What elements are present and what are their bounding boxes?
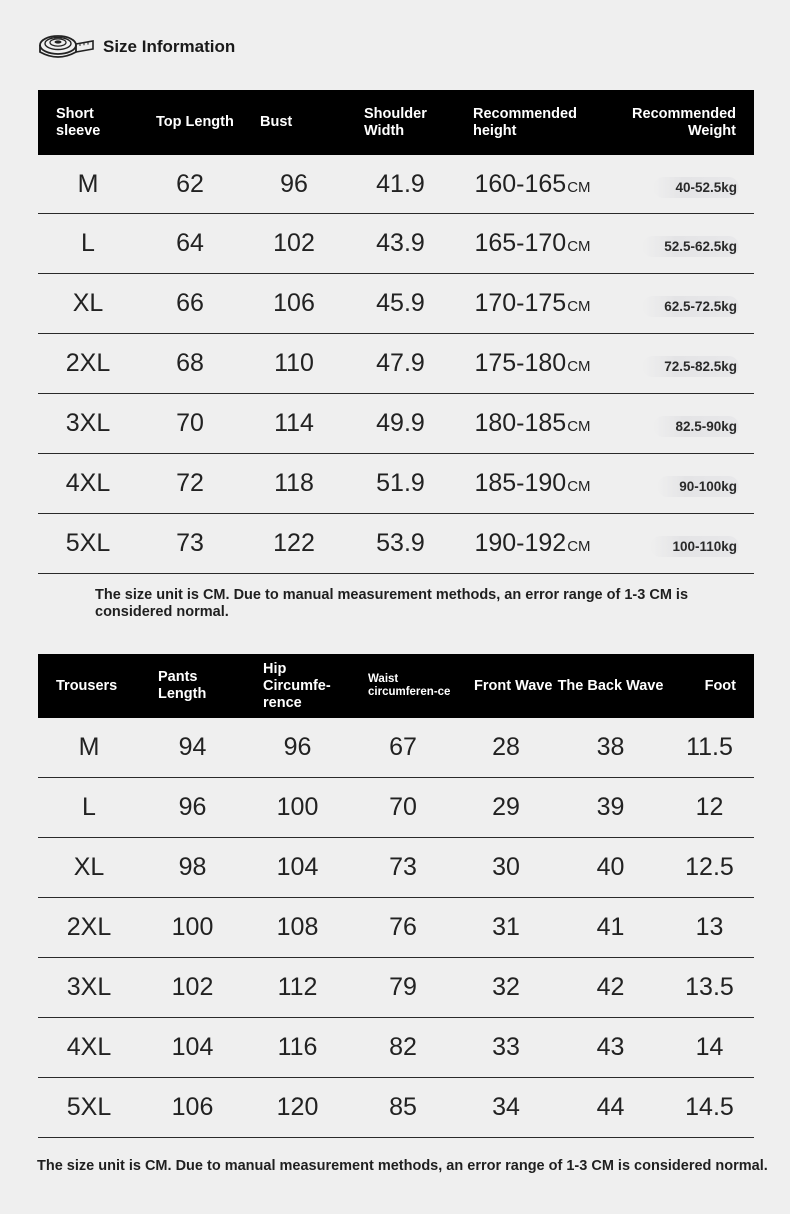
header-top-length: Top Length	[138, 90, 242, 155]
waist-cell: 82	[350, 1018, 456, 1078]
bust-cell: 118	[242, 454, 346, 514]
back-wave-cell: 43	[556, 1018, 665, 1078]
back-wave-cell: 38	[556, 718, 665, 778]
table-row	[38, 1078, 754, 1138]
recommended-height-cell	[455, 334, 610, 394]
height-unit: CM	[567, 358, 591, 375]
header-recommended-height: Recommended height	[455, 90, 610, 155]
top-length-cell: 64	[138, 214, 242, 274]
foot-cell: 12	[665, 778, 754, 838]
recommended-height-cell	[455, 274, 610, 334]
hip-cell: 112	[245, 958, 350, 1018]
height-value: 175-180	[474, 349, 567, 377]
table-row	[38, 778, 754, 838]
foot-cell: 12.5	[665, 838, 754, 898]
size-cell: 4XL	[38, 454, 138, 514]
hip-cell: 100	[245, 778, 350, 838]
top-table-header	[38, 90, 754, 155]
back-wave-cell: 41	[556, 898, 665, 958]
table-row	[38, 898, 754, 958]
waist-cell: 73	[350, 838, 456, 898]
weight-value: 90-100kg	[657, 476, 739, 497]
header-trousers: Trousers	[38, 654, 140, 718]
front-wave-cell: 34	[456, 1078, 556, 1138]
table-row	[38, 334, 754, 394]
front-wave-cell: 29	[456, 778, 556, 838]
pants-length-cell: 94	[140, 718, 245, 778]
table-row	[38, 394, 754, 454]
pants-length-cell: 100	[140, 898, 245, 958]
hip-cell: 104	[245, 838, 350, 898]
top-length-cell: 70	[138, 394, 242, 454]
hip-cell: 116	[245, 1018, 350, 1078]
front-wave-cell: 32	[456, 958, 556, 1018]
height-value: 180-185	[474, 409, 567, 437]
front-wave-cell: 33	[456, 1018, 556, 1078]
table-row	[38, 838, 754, 898]
size-cell: 5XL	[38, 1078, 140, 1138]
height-unit: CM	[567, 178, 591, 196]
height-value: 160-165	[474, 169, 567, 198]
bust-cell: 114	[242, 394, 346, 454]
shoulder-width-cell: 43.9	[346, 214, 455, 274]
shoulder-width-cell: 49.9	[346, 394, 455, 454]
height-unit: CM	[567, 298, 591, 315]
pants-length-cell: 102	[140, 958, 245, 1018]
top-length-cell: 73	[138, 514, 242, 574]
shoulder-width-cell: 41.9	[346, 155, 455, 214]
front-wave-cell: 30	[456, 838, 556, 898]
foot-cell: 13	[665, 898, 754, 958]
bust-cell: 110	[242, 334, 346, 394]
pants-length-cell: 106	[140, 1078, 245, 1138]
size-cell: 2XL	[38, 334, 138, 394]
size-cell: L	[38, 778, 140, 838]
back-wave-cell: 44	[556, 1078, 665, 1138]
bust-cell: 96	[242, 155, 346, 214]
table-row	[38, 958, 754, 1018]
top-table-note: The size unit is CM. Due to manual measurement methods, an error range of 1-3 CM is considered normal.	[95, 587, 689, 620]
back-wave-cell: 42	[556, 958, 665, 1018]
size-cell: XL	[38, 838, 140, 898]
section-title	[38, 30, 235, 64]
hip-cell: 120	[245, 1078, 350, 1138]
recommended-weight-cell	[610, 155, 754, 214]
weight-value: 52.5-62.5kg	[642, 236, 739, 257]
waist-cell: 67	[350, 718, 456, 778]
bust-cell: 106	[242, 274, 346, 334]
recommended-height-cell	[455, 214, 610, 274]
recommended-height-cell	[455, 155, 610, 214]
shoulder-width-cell: 53.9	[346, 514, 455, 574]
height-unit: CM	[567, 418, 591, 435]
pants-length-cell: 104	[140, 1018, 245, 1078]
front-wave-cell: 31	[456, 898, 556, 958]
table-row	[38, 1018, 754, 1078]
recommended-weight-cell	[610, 214, 754, 274]
height-unit: CM	[567, 538, 591, 555]
header-bust: Bust	[242, 90, 346, 155]
table-row	[38, 274, 754, 334]
waist-cell: 76	[350, 898, 456, 958]
shoulder-width-cell: 45.9	[346, 274, 455, 334]
table-row	[38, 155, 754, 214]
top-length-cell: 66	[138, 274, 242, 334]
table-row	[38, 214, 754, 274]
height-value: 170-175	[474, 289, 567, 317]
foot-cell: 11.5	[665, 718, 754, 778]
recommended-weight-cell	[610, 514, 754, 574]
foot-cell: 13.5	[665, 958, 754, 1018]
top-length-cell: 68	[138, 334, 242, 394]
top-size-table	[38, 90, 754, 574]
pants-length-cell: 96	[140, 778, 245, 838]
hip-cell: 96	[245, 718, 350, 778]
foot-cell: 14.5	[665, 1078, 754, 1138]
table-row	[38, 718, 754, 778]
header-foot: Foot	[665, 654, 754, 718]
size-cell: 3XL	[38, 958, 140, 1018]
hip-cell: 108	[245, 898, 350, 958]
shoulder-width-cell: 47.9	[346, 334, 455, 394]
size-cell: M	[38, 718, 140, 778]
shoulder-width-cell: 51.9	[346, 454, 455, 514]
height-unit: CM	[567, 478, 591, 495]
recommended-weight-cell	[610, 334, 754, 394]
weight-value: 100-110kg	[650, 536, 739, 557]
header-short-sleeve: Short sleeve	[38, 90, 138, 155]
header-recommended-weight: Recommended Weight	[610, 90, 754, 155]
size-cell: 4XL	[38, 1018, 140, 1078]
weight-value: 72.5-82.5kg	[642, 356, 739, 377]
size-cell: 5XL	[38, 514, 138, 574]
header-waist-circumference: Waist circumferen-ce	[350, 654, 456, 718]
header-shoulder-width: Shoulder Width	[346, 90, 455, 155]
back-wave-cell: 40	[556, 838, 665, 898]
header-front-wave: Front Wave	[456, 654, 556, 718]
header-pants-length: Pants Length	[140, 654, 245, 718]
weight-value: 62.5-72.5kg	[642, 296, 739, 317]
recommended-weight-cell	[610, 454, 754, 514]
foot-cell: 14	[665, 1018, 754, 1078]
recommended-height-cell	[455, 514, 610, 574]
height-value: 185-190	[474, 469, 567, 497]
recommended-weight-cell	[610, 394, 754, 454]
height-unit: CM	[567, 238, 591, 255]
waist-cell: 70	[350, 778, 456, 838]
top-length-cell: 72	[138, 454, 242, 514]
waist-cell: 85	[350, 1078, 456, 1138]
back-wave-cell: 39	[556, 778, 665, 838]
page-title: Size Information	[103, 37, 236, 56]
size-cell: 2XL	[38, 898, 140, 958]
height-value: 190-192	[474, 529, 567, 557]
height-value: 165-170	[474, 229, 567, 257]
bottom-table-note: The size unit is CM. Due to manual measurement methods, an error range of 1-3 CM is considered normal.	[37, 1158, 768, 1174]
size-cell: L	[38, 214, 138, 274]
pants-length-cell: 98	[140, 838, 245, 898]
recommended-weight-cell	[610, 274, 754, 334]
recommended-height-cell	[455, 394, 610, 454]
bust-cell: 122	[242, 514, 346, 574]
table-row	[38, 454, 754, 514]
size-cell: M	[38, 155, 138, 214]
weight-value: 82.5-90kg	[653, 416, 739, 437]
tape-measure-icon	[38, 30, 96, 64]
bust-cell: 102	[242, 214, 346, 274]
size-cell: 3XL	[38, 394, 138, 454]
header-back-wave: The Back Wave	[556, 654, 665, 718]
front-wave-cell: 28	[456, 718, 556, 778]
header-hip-circumference: Hip Circumfe-rence	[245, 654, 350, 718]
recommended-height-cell	[455, 454, 610, 514]
waist-cell: 79	[350, 958, 456, 1018]
top-length-cell: 62	[138, 155, 242, 214]
weight-value: 40-52.5kg	[653, 177, 739, 198]
bottom-size-table	[38, 654, 754, 1138]
table-row	[38, 514, 754, 574]
bottom-table-header	[38, 654, 754, 718]
size-cell: XL	[38, 274, 138, 334]
